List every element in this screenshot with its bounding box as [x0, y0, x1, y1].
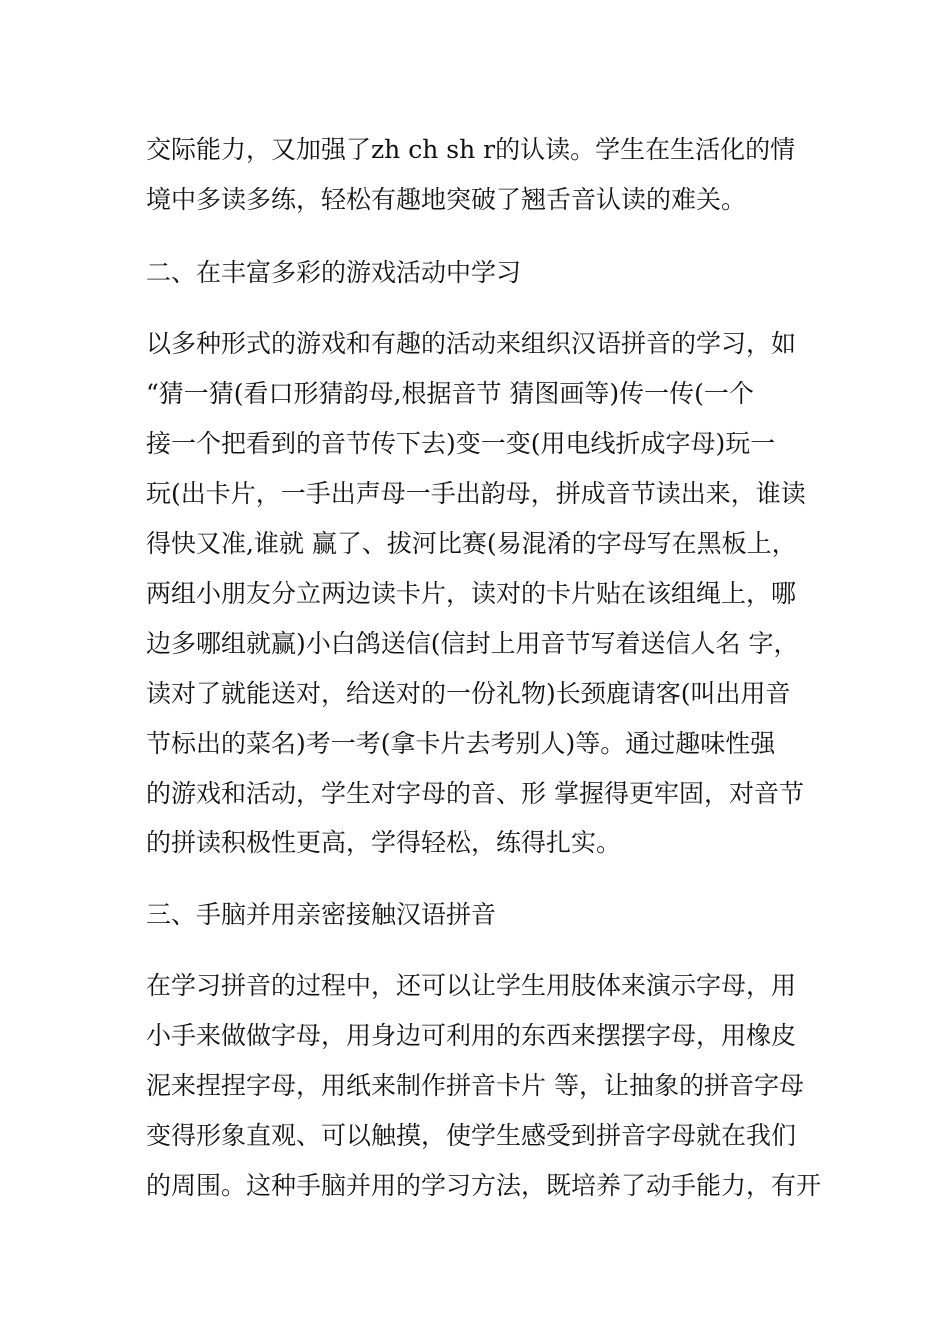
- paragraph-2-line-2: “猜一猜(看口形猜韵母,根据音节 猜图画等)传一传(一个: [146, 379, 754, 408]
- paragraph-2-line-1: 以多种形式的游戏和有趣的活动来组织汉语拼音的学习，如: [146, 329, 797, 358]
- paragraph-2-line-7: 边多哪组就赢)小白鸽送信(信封上用音节写着送信人名 字，: [146, 629, 799, 658]
- section-heading-2: 二、在丰富多彩的游戏活动中学习: [146, 258, 522, 287]
- paragraph-2-line-3: 接一个把看到的音节传下去)变一变(用电线折成字母)玩一: [146, 429, 776, 458]
- paragraph-2-line-6: 两组小朋友分立两边读卡片，读对的卡片贴在该组绳上，哪: [146, 579, 797, 608]
- paragraph-1-line-2: 境中多读多练，轻松有趣地突破了翘舌音认读的难关。: [146, 185, 747, 214]
- paragraph-2-line-9: 节标出的菜名)考一考(拿卡片去考别人)等。通过趣味性强: [146, 729, 776, 758]
- paragraph-2-line-8: 读对了就能送对，给送对的一份礼物)长颈鹿请客(叫出用音: [146, 679, 791, 708]
- paragraph-2-line-5: 得快又准,谁就 赢了、拔河比赛(易混淆的字母写在黑板上，: [146, 529, 797, 558]
- paragraph-3-line-1: 在学习拼音的过程中，还可以让学生用肢体来演示字母，用: [146, 971, 797, 1000]
- paragraph-2-line-11: 的拼读积极性更高，学得轻松，练得扎实。: [146, 828, 622, 857]
- paragraph-2-line-4: 玩(出卡片，一手出声母一手出韵母，拼成音节读出来，谁读: [146, 479, 806, 508]
- paragraph-2-line-10: 的游戏和活动，学生对字母的音、形 掌握得更牢固，对音节: [146, 779, 804, 808]
- paragraph-3-line-4: 变得形象直观、可以触摸，使学生感受到拼音字母就在我们: [146, 1121, 797, 1150]
- paragraph-3-line-3: 泥来捏捏字母，用纸来制作拼音卡片 等，让抽象的拼音字母: [146, 1071, 804, 1100]
- paragraph-3-line-2: 小手来做做字母，用身边可利用的东西来摆摆字母，用橡皮: [146, 1021, 797, 1050]
- paragraph-3-line-5: 的周围。这种手脑并用的学习方法，既培养了动手能力，有开: [146, 1171, 822, 1200]
- paragraph-1-line-1: 交际能力，又加强了zh ch sh r的认读。学生在生活化的情: [146, 135, 796, 164]
- section-heading-3: 三、手脑并用亲密接触汉语拼音: [146, 900, 497, 929]
